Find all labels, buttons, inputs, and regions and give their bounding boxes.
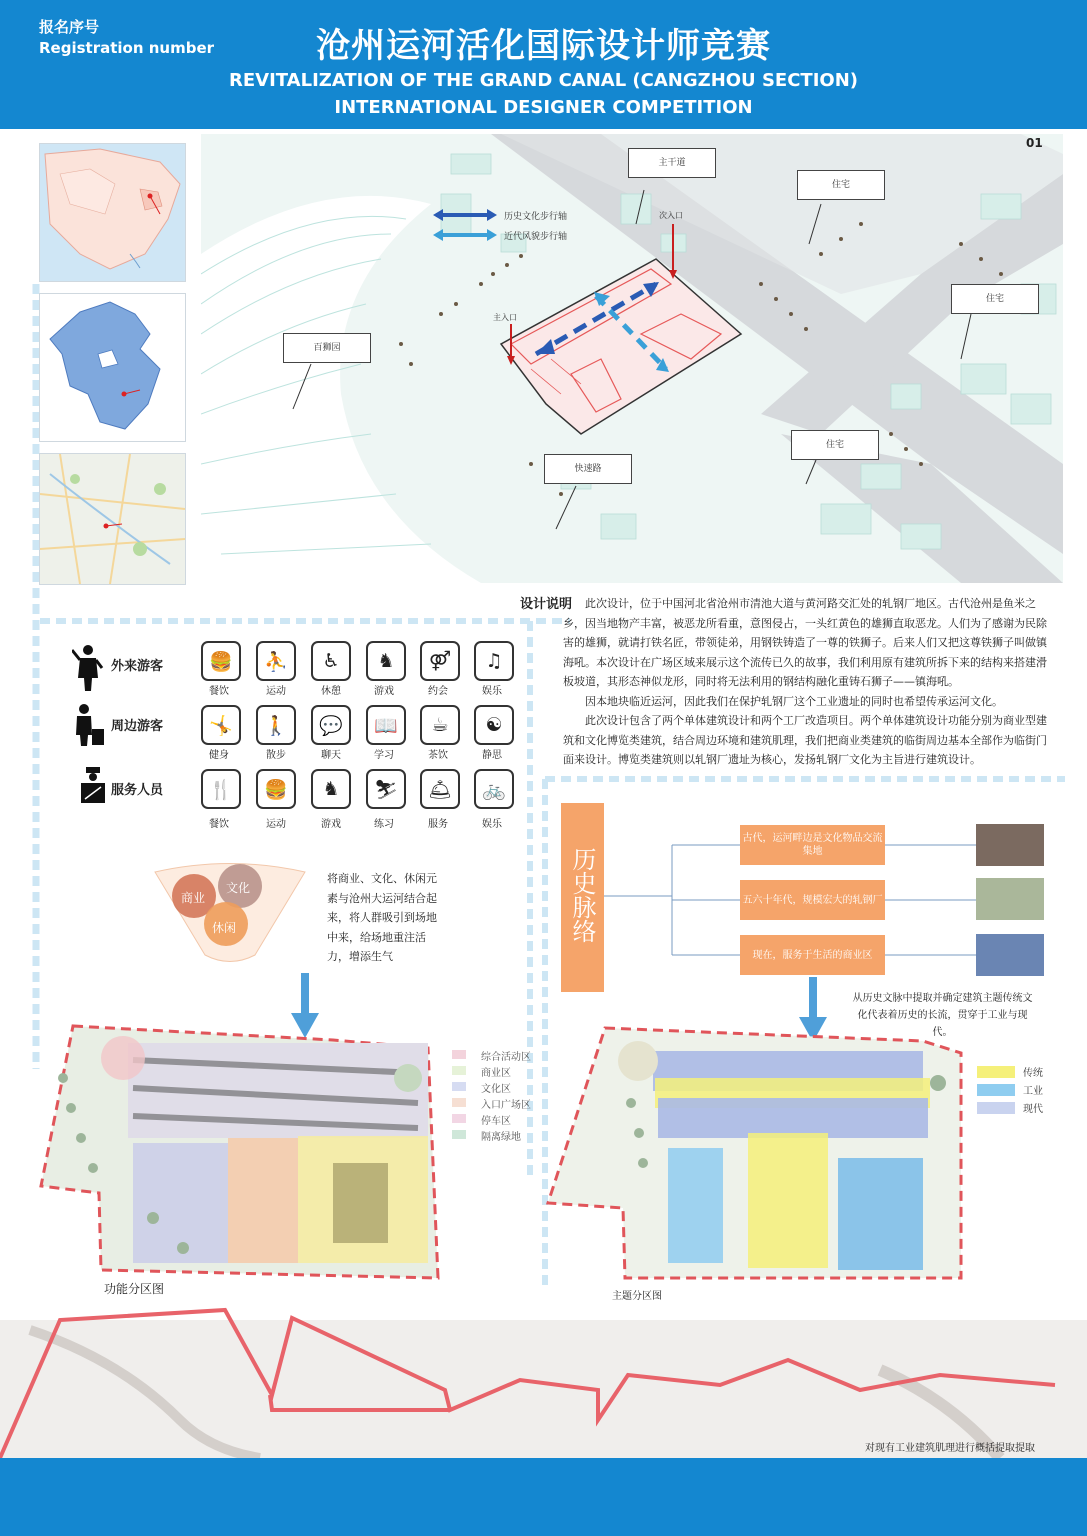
callout-baishi-garden: 百狮园 bbox=[283, 333, 371, 363]
activity-label: 散步 bbox=[266, 750, 286, 761]
venn-funnel-diagram bbox=[150, 860, 310, 965]
legend-swatch bbox=[452, 1130, 466, 1139]
callout-residential-1: 住宅 bbox=[797, 170, 885, 200]
history-photo-factory bbox=[976, 878, 1044, 920]
history-photo-present bbox=[976, 934, 1044, 976]
function-zoning-plan bbox=[33, 1018, 443, 1288]
legend-comprehensive-activity: 综合活动区 bbox=[481, 1052, 531, 1063]
bottom-caption: 对现有工业建筑肌理进行概括提取提取 bbox=[865, 1443, 1035, 1454]
rest-icon: ♿ bbox=[311, 641, 351, 681]
history-title: 历史脉络 bbox=[568, 847, 596, 943]
service-icon: 🛎 bbox=[420, 769, 460, 809]
activity-label: 娱乐 bbox=[482, 819, 502, 830]
legend-swatch bbox=[977, 1084, 1015, 1096]
design-paragraph-2: 因本地块临近运河，因此我们在保护轧钢厂这个工业遗址的同时也希望传承运河文化。 bbox=[585, 694, 1003, 708]
industrial-skyline-graphic bbox=[0, 1300, 1087, 1460]
legend-traditional: 传统 bbox=[1023, 1068, 1043, 1079]
game-icon: ♞ bbox=[311, 769, 351, 809]
legend-commercial: 商业区 bbox=[481, 1068, 511, 1079]
legend-culture: 文化区 bbox=[481, 1084, 511, 1095]
activity-label: 茶饮 bbox=[428, 750, 448, 761]
activity-label: 餐饮 bbox=[209, 819, 229, 830]
meditation-icon: ☯ bbox=[474, 705, 514, 745]
design-description-body bbox=[563, 594, 1057, 770]
page-number: 01 bbox=[1026, 136, 1043, 150]
legend-swatch bbox=[452, 1082, 466, 1091]
venn-label-commerce: 商业 bbox=[181, 891, 206, 905]
walking-icon: 🚶 bbox=[256, 705, 296, 745]
legend-industrial: 工业 bbox=[1023, 1086, 1043, 1097]
chat-icon: 💬 bbox=[311, 705, 351, 745]
game-icon: ♞ bbox=[366, 641, 406, 681]
history-photo-ancient bbox=[976, 824, 1044, 866]
legend-swatch bbox=[452, 1114, 466, 1123]
activity-label: 娱乐 bbox=[482, 686, 502, 697]
cangzhou-city-map bbox=[39, 453, 186, 585]
group-label-service-staff: 服务人员 bbox=[111, 783, 164, 798]
activity-label: 练习 bbox=[374, 819, 394, 830]
competition-title-en-line1: REVITALIZATION OF THE GRAND CANAL (CANGZHOU SECTION) bbox=[229, 70, 858, 91]
design-paragraph-1: 此次设计，位于中国河北省沧州市清池大道与黄河路交汇处的轧钢厂地区。古代沧州是鱼米之乡，因当地物产丰富，被恶龙所看重，意图侵占，一头红黄色的雄狮直取恶龙。人们为了感谢为民除害的雄狮，就请打铁名匠，带领徒弟，用钢铁铸造了一尊的铁狮子。后来人们又把这尊铁狮子叫做镇海吼。本次设计在广场区域来展示这个流传已久的故事，我们利用原有建筑所拆下来的结构来搭建滑板坡道，其形态神似龙形，同时将无法利用的钢结构融化重铸石狮子——镇海吼。 bbox=[563, 597, 1047, 688]
design-paragraph-3: 此次设计包含了两个单体建筑设计和两个工厂改造项目。两个单体建筑设计功能分别为商业型建筑和文化博览类建筑，结合周边环境和建筑肌理，我们把商业类建筑的临街周边基本全部作为临街门面来设计。博览类建筑则以轧钢厂遗址为核心，发扬轧钢厂文化为主旨进行建筑设计。 bbox=[563, 714, 1047, 766]
activity-label: 餐饮 bbox=[209, 686, 229, 697]
venn-label-culture: 文化 bbox=[226, 881, 251, 895]
footer-banner bbox=[0, 1458, 1087, 1536]
legend-modern-axis: 近代风貌步行轴 bbox=[504, 232, 568, 242]
registration-label-cn: 报名序号 bbox=[39, 18, 100, 36]
group-label-outside-tourists: 外来游客 bbox=[111, 659, 164, 674]
design-description-title: 设计说明 bbox=[520, 597, 573, 612]
activity-label: 休憩 bbox=[321, 686, 341, 697]
activity-label: 静思 bbox=[482, 750, 502, 761]
function-plan-caption: 功能分区图 bbox=[104, 1282, 165, 1296]
activity-label: 运动 bbox=[266, 686, 286, 697]
china-location-map bbox=[39, 143, 186, 282]
legend-green-buffer: 隔离绿地 bbox=[481, 1132, 521, 1143]
legend-history-axis: 历史文化步行轴 bbox=[504, 212, 568, 222]
tourist-figure-icon bbox=[72, 644, 104, 692]
dining-icon: 🍔 bbox=[201, 641, 241, 681]
theme-zoning-plan bbox=[543, 1023, 968, 1288]
service-staff-figure-icon bbox=[80, 767, 106, 803]
activity-label: 游戏 bbox=[321, 819, 341, 830]
local-visitor-figure-icon bbox=[72, 703, 106, 747]
label-main-entrance: 主入口 bbox=[493, 313, 517, 322]
competition-title-cn: 沧州运河活化国际设计师竞赛 bbox=[316, 26, 771, 66]
activity-label: 运动 bbox=[266, 819, 286, 830]
legend-entrance-plaza: 入口广场区 bbox=[481, 1100, 531, 1111]
date-icon: ⚤ bbox=[420, 641, 460, 681]
activity-label: 服务 bbox=[428, 819, 448, 830]
tea-icon: ☕ bbox=[420, 705, 460, 745]
exercise-icon: ⛹ bbox=[256, 641, 296, 681]
label-secondary-entrance: 次入口 bbox=[659, 211, 683, 220]
legend-swatch bbox=[977, 1102, 1015, 1114]
legend-swatch bbox=[977, 1066, 1015, 1078]
hebei-province-map bbox=[39, 293, 186, 442]
activity-label: 聊天 bbox=[321, 750, 341, 761]
callout-expressway: 快速路 bbox=[544, 454, 632, 484]
study-icon: 📖 bbox=[366, 705, 406, 745]
venn-description: 将商业、文化、休闲元素与沧州大运河结合起来，将人群吸引到场地中来，给场地重注活力，增添生气 bbox=[327, 872, 437, 963]
history-item-ancient: 古代，运河畔边是文化物品交流集地 bbox=[740, 825, 885, 865]
activity-label: 学习 bbox=[374, 750, 394, 761]
legend-parking: 停车区 bbox=[481, 1116, 511, 1127]
registration-label-en: Registration number bbox=[39, 39, 215, 57]
theme-plan-caption: 主题分区图 bbox=[612, 1291, 662, 1302]
legend-modern: 现代 bbox=[1023, 1104, 1043, 1115]
dining-icon: 🍴 bbox=[201, 769, 241, 809]
legend-swatch bbox=[452, 1050, 466, 1059]
callout-residential-3: 住宅 bbox=[791, 430, 879, 460]
history-item-present: 现在，服务于生活的商业区 bbox=[740, 935, 885, 975]
activity-label: 健身 bbox=[209, 750, 229, 761]
venn-label-leisure: 休闲 bbox=[212, 921, 237, 935]
bicycle-icon: 🚲 bbox=[474, 769, 514, 809]
callout-residential-2: 住宅 bbox=[951, 284, 1039, 314]
activity-label: 游戏 bbox=[374, 686, 394, 697]
practice-icon: ⛷ bbox=[366, 769, 406, 809]
site-context-map bbox=[201, 134, 1063, 583]
callout-main-road: 主干道 bbox=[628, 148, 716, 178]
legend-swatch bbox=[452, 1066, 466, 1075]
fitness-icon: 🤸 bbox=[201, 705, 241, 745]
legend-swatch bbox=[452, 1098, 466, 1107]
history-item-1950s: 五六十年代，规模宏大的轧钢厂 bbox=[740, 880, 885, 920]
history-note: 从历史文脉中提取并确定建筑主题传统文化代表着历史的长流，贯穿于工业与现代。 bbox=[852, 993, 1033, 1038]
entertainment-icon: ♫ bbox=[474, 641, 514, 681]
activity-label: 约会 bbox=[428, 686, 448, 697]
exercise-icon: 🍔 bbox=[256, 769, 296, 809]
competition-title-en-line2: INTERNATIONAL DESIGNER COMPETITION bbox=[334, 97, 753, 118]
group-label-nearby-visitors: 周边游客 bbox=[111, 719, 164, 734]
